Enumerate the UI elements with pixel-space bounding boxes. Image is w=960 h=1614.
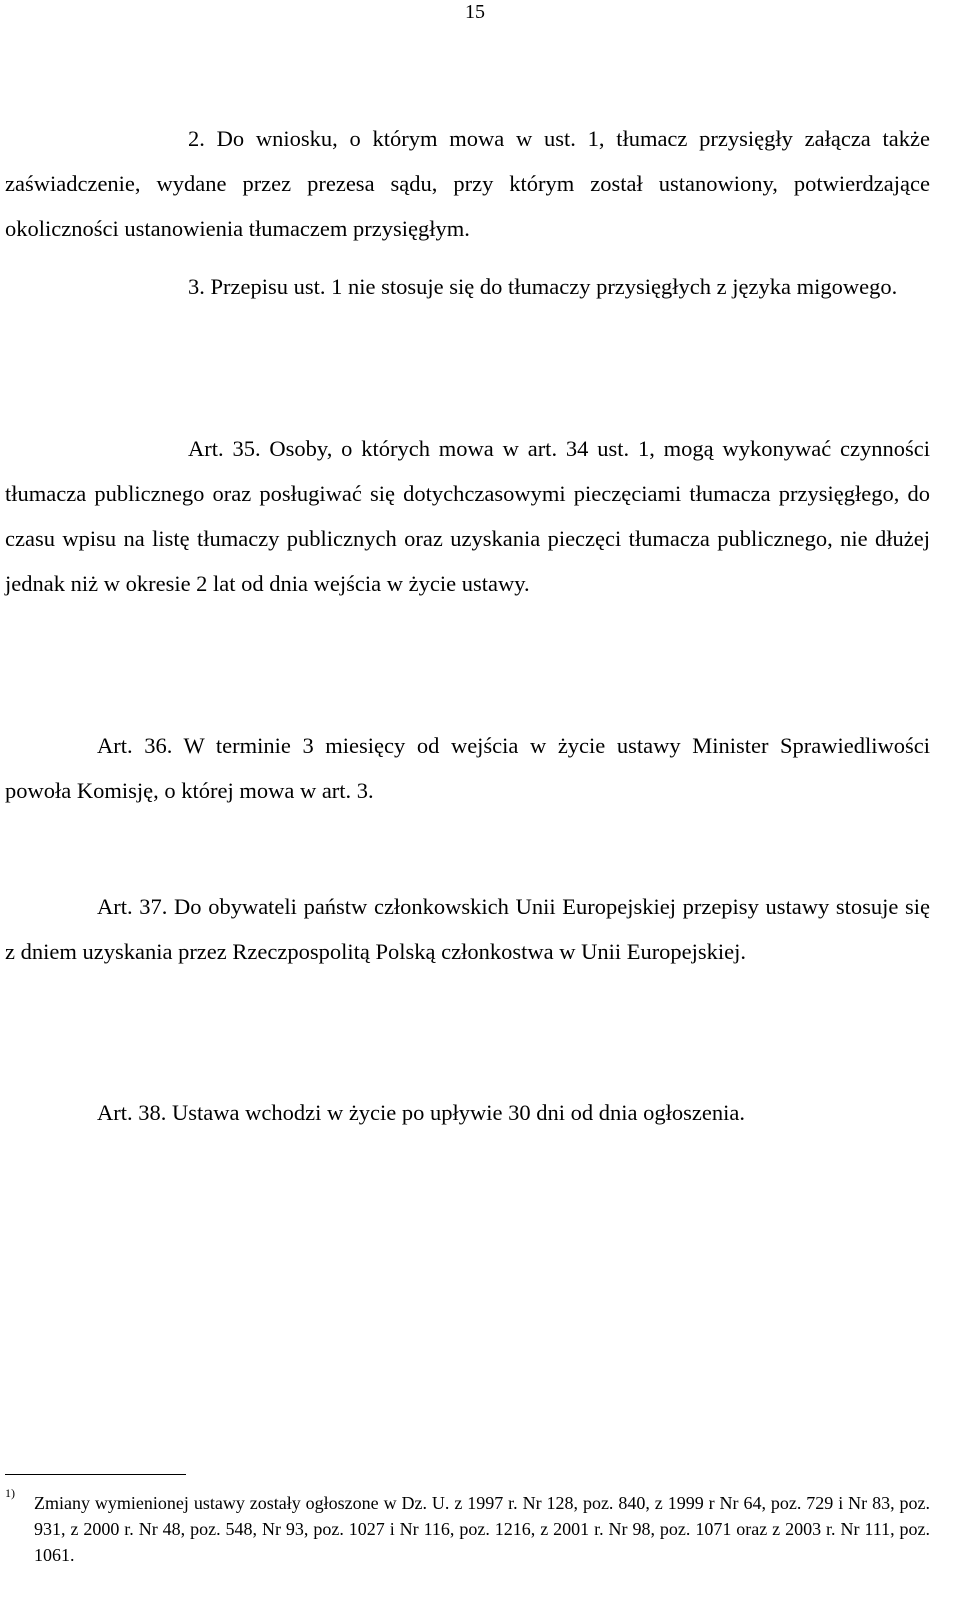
footnote-mark: 1) (5, 1486, 15, 1500)
article-38: Art. 38. Ustawa wchodzi w życie po upływie 30 dni od dnia ogłoszenia. (97, 1100, 745, 1125)
footnote-text: Zmiany wymienionej ustawy zostały ogłoszone w Dz. U. z 1997 r. Nr 128, poz. 840, z 1999 r Nr 64, poz. 729 i Nr 83, poz. 931, z 2000 r. Nr 48, poz. 548, Nr 93, poz. 1027 i Nr 116, poz. 1216, z 2001 r. Nr 98, poz. 1071 oraz z 2003 r. Nr 111, poz. 1061. (34, 1493, 930, 1565)
footnote (5, 1486, 930, 1568)
footnote-separator (5, 1474, 186, 1475)
article-36: Art. 36. W terminie 3 miesięcy od wejścia w życie ustawy Minister Sprawiedliwości powoła Komisję, o której mowa w art. 3. (5, 733, 930, 803)
page-number: 15 (465, 1, 485, 23)
paragraph-ust-3: 3. Przepisu ust. 1 nie stosuje się do tłumaczy przysięgłych z języka migowego. (188, 274, 898, 299)
article-37: Art. 37. Do obywateli państw członkowskich Unii Europejskiej przepisy ustawy stosuje się z dniem uzyskania przez Rzeczpospolitą Polską członkostwa w Unii Europejskiej. (5, 894, 930, 964)
article-35: Art. 35. Osoby, o których mowa w art. 34 ust. 1, mogą wykonywać czynności tłumacza publicznego oraz posługiwać się dotychczasowymi pieczęciami tłumacza przysięgłego, do czasu wpisu na listę tłumaczy publicznych oraz uzyskania pieczęci tłumacza publicznego, nie dłużej jednak niż w okresie 2 lat od dnia wejścia w życie ustawy. (5, 436, 930, 596)
paragraph-ust-2: 2. Do wniosku, o którym mowa w ust. 1, tłumacz przysięgły załącza także zaświadczenie, wydane przez prezesa sądu, przy którym został ustanowiony, potwierdzające okoliczności ustanowienia tłumaczem przysięgłym. (5, 126, 930, 241)
